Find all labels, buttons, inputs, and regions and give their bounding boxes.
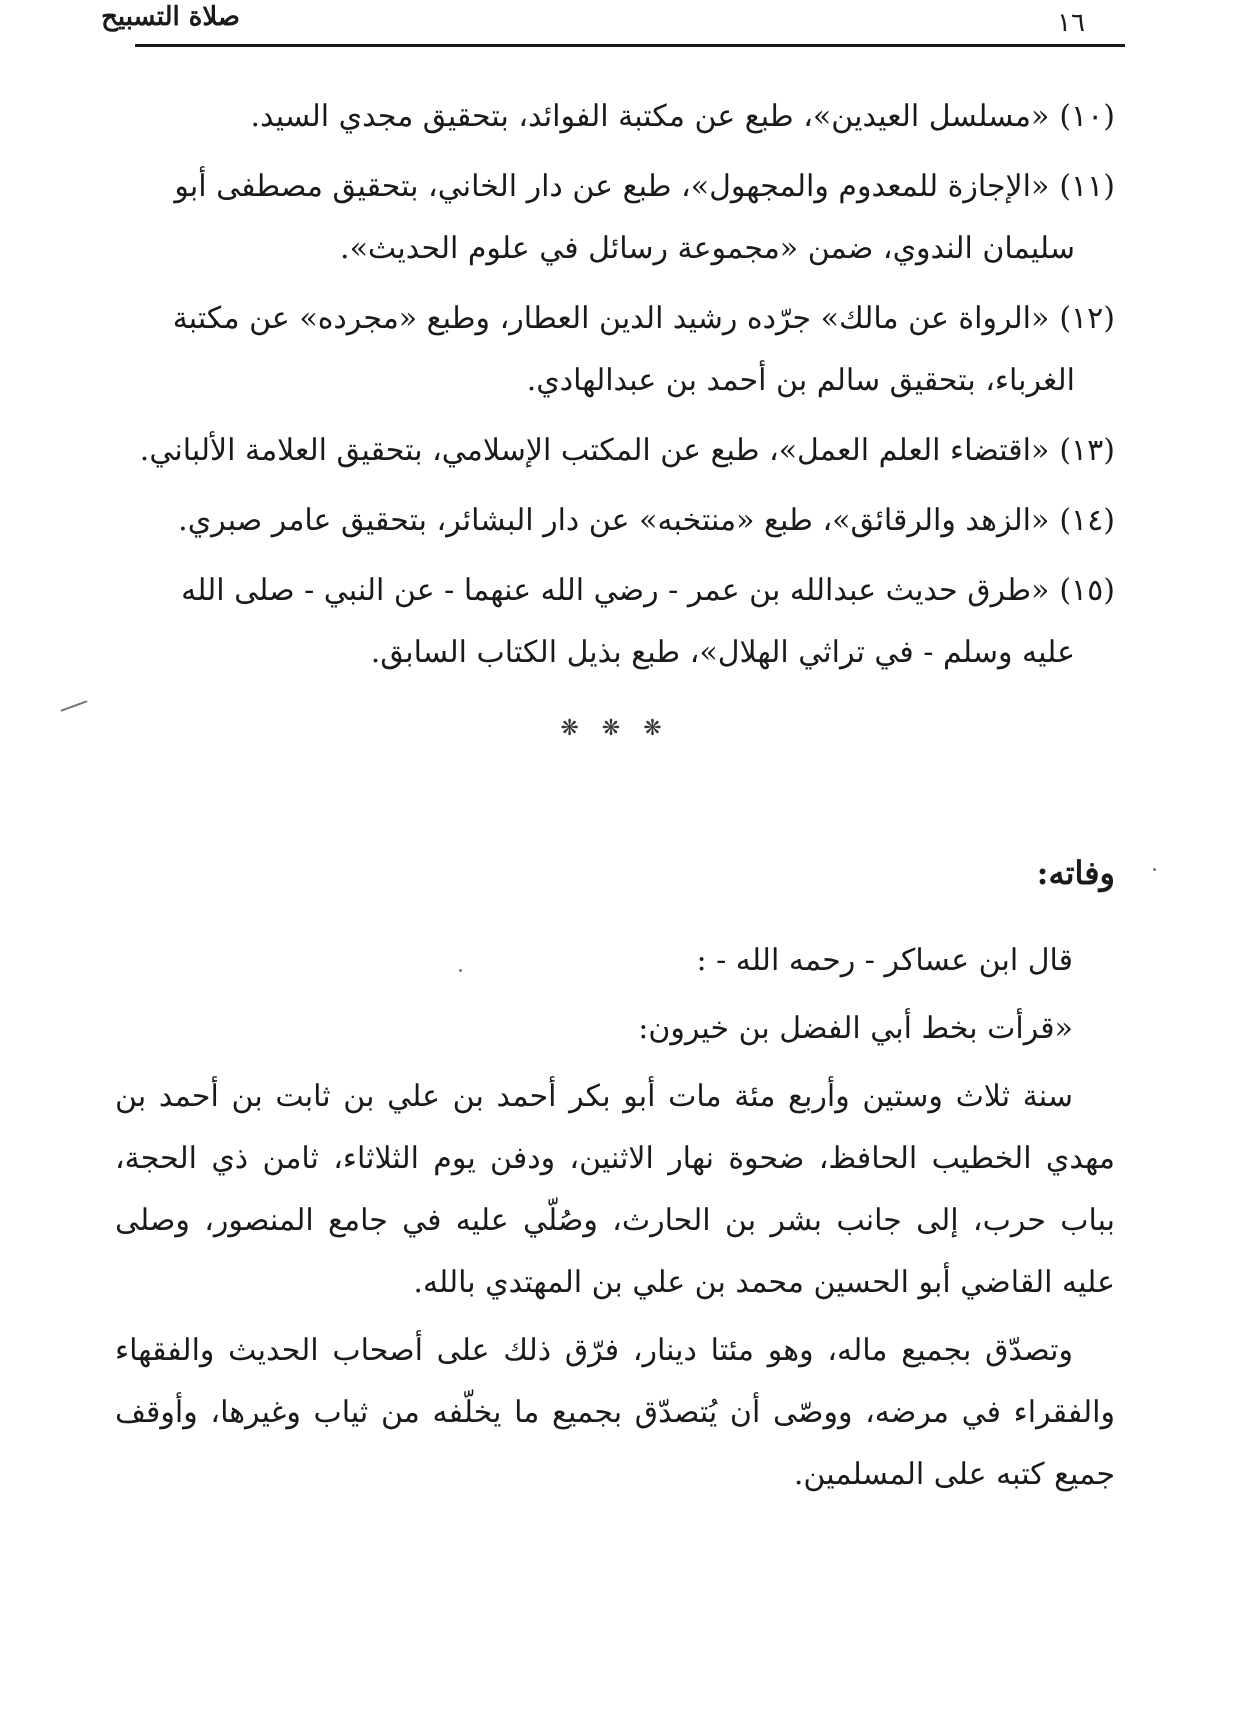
running-title: صلاة التسبيح — [101, 2, 240, 32]
reference-number: (١١) — [1059, 169, 1115, 204]
reference-item-14 — [115, 490, 1115, 552]
page-number: ١٦ — [1057, 8, 1085, 38]
reference-text: «طرق حديث عبدالله بن عمر - رضي الله عنهما - عن النبي - صلى الله — [181, 573, 1050, 608]
section-heading: وفاته: — [1036, 854, 1115, 892]
reference-number: (١٢) — [1059, 301, 1115, 336]
reference-text-continued: عليه وسلم - في تراثي الهلال»، طبع بذيل الكتاب السابق. — [370, 635, 1075, 670]
reference-text: «مسلسل العيدين»، طبع عن مكتبة الفوائد، بتحقيق مجدي السيد. — [250, 99, 1050, 134]
reference-text: «الزهد والرقائق»، طبع «منتخبه» عن دار البشائر، بتحقيق عامر صبري. — [178, 503, 1050, 538]
running-head — [101, 0, 1125, 46]
reference-item-11 — [115, 156, 1115, 280]
scan-speck — [459, 969, 462, 972]
header-rule — [135, 44, 1125, 47]
quote-intro: قال ابن عساكر - رحمه الله - : — [696, 943, 1073, 978]
reference-number: (١٣) — [1059, 433, 1115, 468]
reference-number: (١٥) — [1059, 573, 1115, 608]
page-body — [115, 86, 1115, 1512]
reference-number: (١٤) — [1059, 503, 1115, 538]
section-separator: ❋ ❋ ❋ — [560, 716, 670, 741]
reference-text-continued: سليمان الندوي، ضمن «مجموعة رسائل في علوم الحديث». — [340, 231, 1075, 266]
reference-item-13 — [115, 420, 1115, 482]
reference-text: «اقتضاء العلم العمل»، طبع عن المكتب الإسلامي، بتحقيق العلامة الألباني. — [139, 433, 1050, 468]
reference-text-continued: الغرباء، بتحقيق سالم بن أحمد بن عبدالهادي. — [526, 363, 1075, 398]
reference-number: (١٠) — [1059, 99, 1115, 134]
paragraph-endowment: وتصدّق بجميع ماله، وهو مئتا دينار، فرّق ذلك على أصحاب الحديث والفقهاء والفقراء في مرضه، ووصّى أن يُتصدّق بجميع ما يخلّفه من ثياب وغيرها، وأوقف جميع كتبه على المسلمين. — [115, 1333, 1115, 1492]
reference-item-12 — [115, 288, 1115, 412]
scan-speck — [61, 700, 88, 711]
quote-opening: «قرأت بخط أبي الفضل بن خيرون: — [638, 1011, 1073, 1046]
scan-speck — [1153, 868, 1156, 871]
reference-item-10 — [115, 86, 1115, 148]
paragraph-death-date: سنة ثلاث وستين وأربع مئة مات أبو بكر أحمد بن علي بن ثابت بن أحمد بن مهدي الخطيب الحافظ، ضحوة نهار الاثنين، ودفن يوم الثلاثاء، ثامن ذي الحجة، بباب حرب، إلى جانب بشر بن الحارث، وصُلّي عليه في جامع المنصور، وصلى عليه القاضي أبو الحسين محمد بن علي بن المهتدي بالله. — [115, 1079, 1115, 1300]
reference-text: «الرواة عن مالك» جرّده رشيد الدين العطار، وطبع «مجرده» عن مكتبة — [172, 301, 1050, 336]
reference-text: «الإجازة للمعدوم والمجهول»، طبع عن دار الخاني، بتحقيق مصطفى أبو — [174, 169, 1050, 204]
reference-item-15 — [115, 560, 1115, 684]
